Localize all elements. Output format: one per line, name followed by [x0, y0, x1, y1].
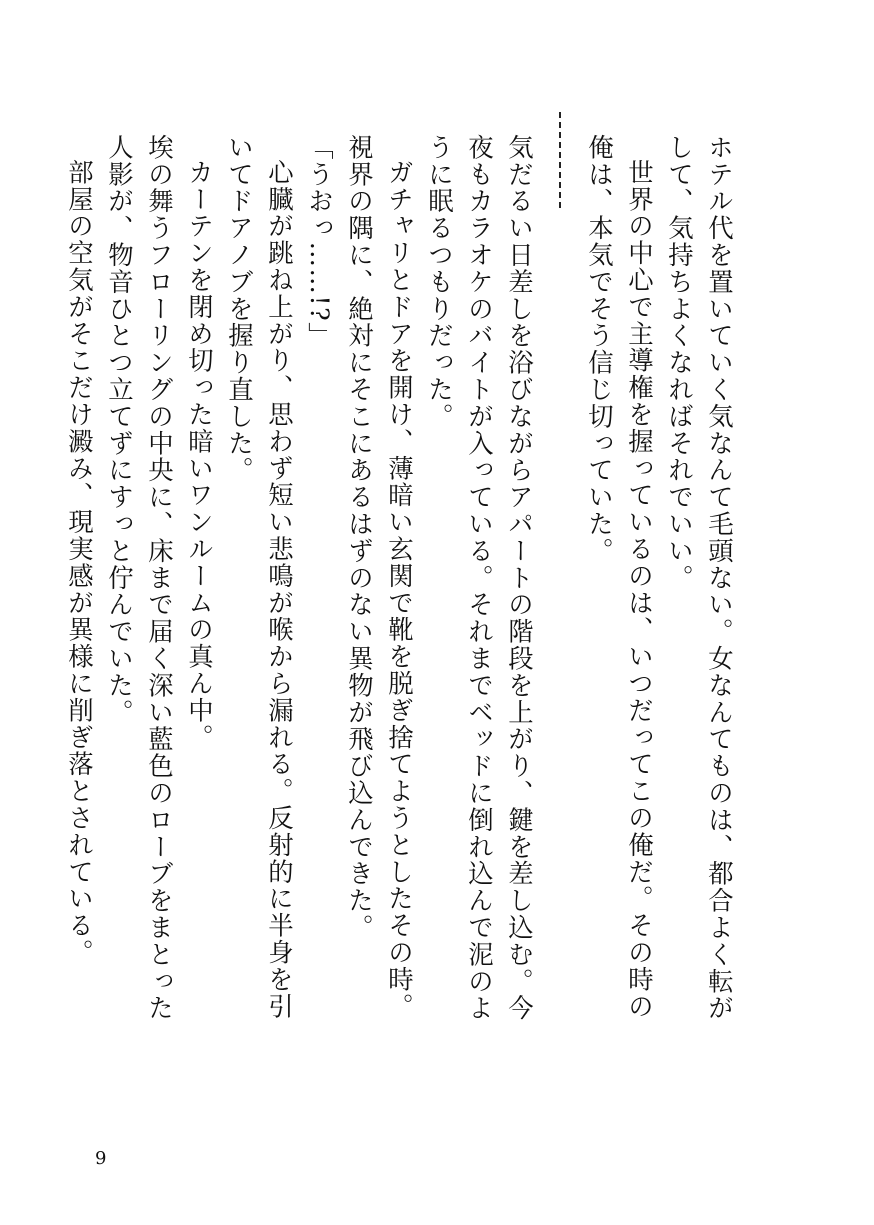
- paragraph: 部屋の空気がそこだけ澱み、現実感が異様に削ぎ落とされている。: [65, 159, 95, 967]
- dashed-rule: [559, 112, 561, 208]
- vertical-text-body: [65, 134, 740, 1034]
- paragraph: 埃の舞うフローリングの中央に、床まで届く深い藍色のローブをまとった人影が、物音ひとつ立てずにすっと佇んでいた。: [105, 134, 175, 1022]
- dialogue-line: 「うおっ……!?」: [305, 134, 335, 350]
- paragraph: カーテンを閉め切った暗いワンルームの真ん中。: [185, 159, 215, 752]
- paragraph: 気だるい日差しを浴びながらアパートの階段を上がり、鍵を差し込む。今夜もカラオケのバイトが入っている。それまでベッドに倒れ込んで泥のように眠るつもりだった。: [425, 134, 535, 1022]
- paragraph: 世界の中心で主導権を握っているのは、いつだってこの俺だ。その時の俺は、本気でそう信じ切っていた。: [585, 134, 655, 1021]
- paragraph: ガチャリとドアを開け、薄暗い玄関で靴を脱ぎ捨てようとしたその時。視界の隅に、絶対にそこにあるはずのない異物が飛び込んできた。: [345, 134, 415, 1021]
- paragraph: ホテル代を置いていく気なんて毛頭ない。女なんてものは、都合よく転がして、気持ちよくなればそれでいい。: [665, 134, 735, 1022]
- paragraph: 心臓が跳ね上がり、思わず短い悲鳴が喉から漏れる。反射的に半身を引いてドアノブを握り直した。: [225, 134, 295, 1021]
- page-number: 9: [95, 1148, 107, 1169]
- scene-break-divider: [540, 134, 580, 174]
